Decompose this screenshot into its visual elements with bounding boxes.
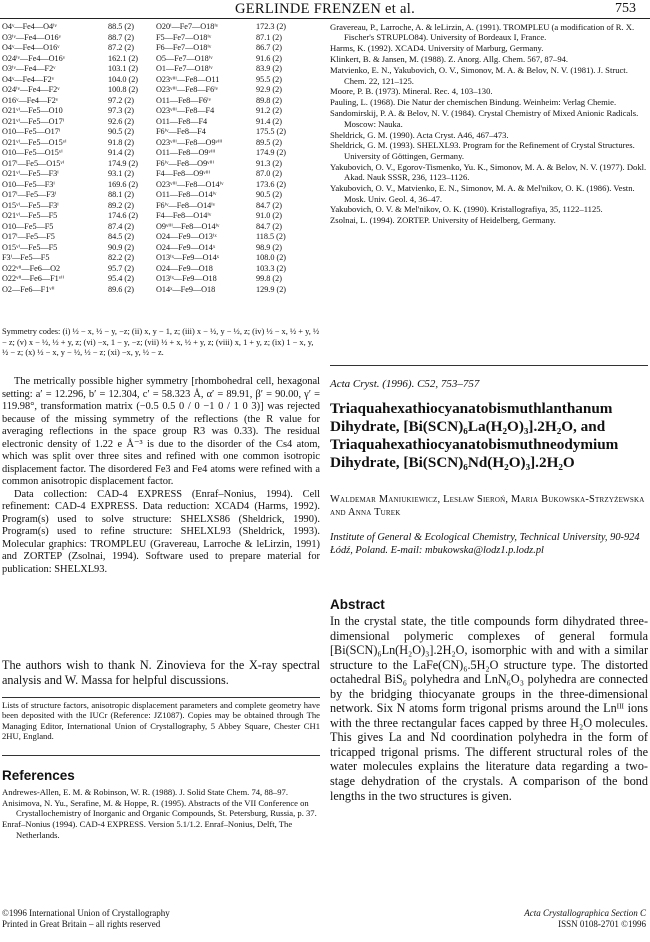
bond-value: 87.4 (2)	[108, 221, 134, 231]
bond-value: 84.7 (2)	[256, 200, 282, 210]
bond-row	[2, 243, 303, 254]
bond-label: O4ᵛ—Fe4—F2ᵛ	[2, 74, 55, 84]
bond-row	[2, 253, 303, 264]
bond-label: O11—Fe8—F6ⁱᵛ	[156, 95, 211, 105]
symmetry-codes: Symmetry codes: (i) ½ − x, ½ − y, −z; (ii) x, y − 1, z; (iii) x − ½, y − ½, z; (iv) ½ − x, ½ + y, ½ − z; (v) x − ½, ½ + y, z; (vi) −x, 1 − y, −z; (vii) ½ + x, ½ + y, z; (viii) x, 1 + y, z; (ix) 1 − x, y, ½ − z; (x) ½ − x, y − ½, ½ − z; (xi) −x, y, ½ − z.	[2, 327, 320, 358]
bond-value: 86.7 (2)	[256, 43, 282, 52]
bond-value: 95.5 (2)	[256, 74, 282, 84]
bond-label: O10—Fe5—F5	[2, 221, 54, 231]
bond-label: O23ᵛⁱⁱⁱ—Fe8—O14ⁱᵛ	[156, 179, 224, 189]
bond-label: O11—Fe8—O14ⁱᵛ	[156, 190, 217, 199]
bond-row	[2, 222, 303, 233]
article-separator	[330, 365, 648, 366]
bond-row	[2, 201, 303, 212]
reference-item: Gravereau, P., Larroche, A. & leLirzin, A. (1991). TROMPLEU (a modification of R. X. Fischer's STRUPLO84). University of Bordeaux I, France.	[330, 22, 635, 43]
bond-label: F5—Fe7—O18ⁱᵛ	[156, 32, 212, 42]
bond-label: O15ᵛⁱ—Fe5—F5	[2, 242, 58, 252]
reference-item: Enraf–Nonius (1994). CAD-4 EXPRESS. Version 5.1/1.2. Enraf–Nonius, Delft, The Netherlands.	[2, 819, 293, 840]
bond-value: 103.1 (2)	[108, 64, 139, 73]
printed-line: Printed in Great Britain – all rights reserved	[2, 919, 161, 930]
journal-name: Acta Crystallographica Section C	[524, 908, 646, 918]
bond-row	[2, 285, 303, 296]
bond-row	[2, 43, 303, 54]
bond-label: O11—Fe8—O9ᵛⁱⁱⁱ	[156, 148, 216, 157]
bond-row	[2, 190, 303, 201]
bond-row	[2, 159, 303, 170]
bond-label: O1—Fe7—O18ⁱᵛ	[156, 64, 213, 73]
reference-item: Andrewes-Allen, E. M. & Robinson, W. R. (1988). J. Solid State Chem. 74, 88–97.	[2, 787, 288, 797]
paragraph-software: Data collection: CAD-4 EXPRESS (Enraf–Nonius, 1994). Cell refinement: CAD-4 EXPRESS. Data reduction: XCAD4 (Harms, 1992). Program(s) used to solve structure: SHELXS86 (Sheldrick, 1990). Program(s) used to refine structure: SHELXL93 (Sheldrick, 1993). Molecular graphics: TROMPLEU (Gravereau, Larroche & leLirzin, 1991) and ZORTEP (Zsolnai, 1994). Software used to prepare material for publication: SHELXL93.	[2, 488, 320, 575]
article-authors: Waldemar Maniukiewicz, Lesław Sieroń, Maria Bukowska-Strzyżewska and Anna Turek	[330, 494, 645, 518]
bond-row	[2, 232, 303, 243]
bond-label: O17ⁱ—Fe5—F5	[2, 232, 55, 241]
bond-value: 95.4 (2)	[108, 274, 134, 283]
bond-label: O13ⁱˣ—Fe9—O18	[156, 274, 217, 283]
bond-value: 173.6 (2)	[256, 179, 287, 189]
article-affiliation: Institute of General & Ecological Chemistry, Technical University, 90-924 Łódź, Poland. E-mail: mbukowska@lodz1.p.lodz.pl	[330, 532, 640, 556]
bond-row	[2, 96, 303, 107]
bond-value: 172.3 (2)	[256, 22, 287, 31]
copyright-line: ©1996 International Union of Crystallography	[2, 908, 170, 918]
deposit-rule	[2, 697, 320, 698]
reference-item: Moore, P. B. (1973). Mineral. Rec. 4, 103–130.	[330, 86, 493, 97]
issn-line: ISSN 0108-2701 ©1996	[558, 919, 646, 930]
reference-item: Yakubovich, O. V., Egorov-Tismenko, Yu. K., Simonov, M. A. & Belov, N. V. (1977). Dokl. Akad. Nauk SSSR, 236, 1123–1126.	[330, 161, 647, 183]
bond-label: O24—Fe9—O14ˣ	[156, 242, 216, 252]
bond-row	[2, 54, 303, 65]
reference-item: Matvienko, E. N., Yakubovich, O. V., Simonov, M. A. & Belov, N. V. (1981). J. Struct. Chem. 22, 121–125.	[330, 65, 628, 86]
bond-value: 92.9 (2)	[256, 85, 282, 94]
bond-value: 97.3 (2)	[108, 106, 134, 115]
reference-item: Zsolnai, L. (1994). ZORTEP. University of Heidelberg, Germany.	[330, 215, 556, 226]
reference-item: Sheldrick, G. M. (1990). Acta Cryst. A46, 467–473.	[330, 129, 509, 140]
bond-value: 83.9 (2)	[256, 64, 282, 73]
bond-value: 98.9 (2)	[256, 242, 282, 252]
bond-label: O20ⁱ—Fe7—O18ⁱᵛ	[156, 22, 219, 31]
bond-label: O17ⁱ—Fe5—F3ⁱ	[2, 190, 57, 199]
experimental-text	[2, 376, 320, 576]
bond-value: 88.5 (2)	[108, 22, 134, 31]
reference-item: Yakubovich, O. V., Matvienko, E. N., Simonov, M. A. & Mel'nikov, O. K. (1986). Vestn. Mosk. Univ. Geol. 4, 36–47.	[330, 183, 635, 204]
bond-label: O17ⁱ—Fe5—O15ᵛⁱ	[2, 158, 65, 168]
bond-row	[2, 75, 303, 86]
bond-label: O23ᵛⁱⁱⁱ—Fe8—F4	[156, 106, 215, 115]
bond-value: 91.0 (2)	[256, 211, 282, 220]
bond-label: O22ᵛⁱⁱ—Fe6—O2	[2, 263, 61, 273]
bond-label: O4ᵛ—Fe4—O4ⁱᵛ	[2, 22, 57, 31]
bond-value: 91.3 (2)	[256, 158, 282, 168]
bond-row	[2, 106, 303, 117]
bond-value: 89.5 (2)	[256, 137, 282, 147]
bond-row	[2, 33, 303, 44]
bond-label: O21ᵛⁱ—Fe5—F3ⁱ	[2, 169, 59, 178]
reference-item: Yakubovich, O. V. & Mel'nikov, O. K. (1990). Kristallografiya, 35, 1122–1125.	[330, 204, 603, 215]
abstract-text: In the crystal state, the title compounds form dihydrated three-dimensional polymeric complexes of general formula [Bi(SCN)₆Ln(H₂O)₃].2H₂O, isomorphic with and with a similar structure to the LaFe(CN)₆.5H₂O structure type. The distorted octahedral BiS₆ polyhedra and LnN₆O₃ polyhedra are connected by the bridging thiocyanate groups in the three-dimensional network. Six N atoms form trigonal prisms around the Lnᴵᴵᴵ ions with the three rectangular faces capped by three H₂O molecules. This gives La and Nd coordination polyhedra in the form of tricapped trigonal prisms. The different structural roles of the water molecules explains the literature data regarding a two-stage dehydration of the crystals. A comparison of the bond lengths in the two structures is given.	[330, 614, 648, 803]
bond-value: 91.4 (2)	[108, 148, 134, 157]
bond-value: 104.0 (2)	[108, 74, 139, 84]
references-left	[2, 787, 320, 841]
paragraph-symmetry: The metrically possible higher symmetry [rhombohedral cell, hexagonal setting: a′ = 12.296, b′ = 12.304, c′ = 58.323 Å, α′ = 89.91, β′ = 90.00, γ′ = 119.98°, transformation matrix (−0.5 0.5 0 / 0 −1 0 / 1 0 3)] was rejected because of the missing symmetry of the reflections (the R value for averaging reflections in the space group R3 was 0.33). The residual electronic density of 1.22 e Å⁻³ is due to the disorder of the Cs4 atom, which was split over three sites and refined with one common isotropic displacement factor. The disordered Fe3 and Fe4 atoms were refined with a common anisotropic displacement factor.	[2, 376, 320, 487]
citation-text: Acta Cryst. (1996). C52, 753–757	[330, 378, 480, 390]
references-heading: References	[2, 768, 75, 783]
bond-value: 88.7 (2)	[108, 32, 134, 42]
bond-value: 89.8 (2)	[256, 95, 282, 105]
bond-value: 87.1 (2)	[256, 32, 282, 42]
bond-value: 162.1 (2)	[108, 53, 139, 63]
bond-label: O5—Fe7—O18ⁱᵛ	[156, 53, 213, 63]
bond-label: O10—Fe5—O15ᵛⁱ	[2, 148, 63, 157]
bond-label: F4—Fe8—O14ⁱᵛ	[156, 211, 212, 220]
bond-label: O23ᵛⁱⁱⁱ—Fe8—O11	[156, 74, 220, 84]
bond-label: F6—Fe7—O18ⁱᵛ	[156, 43, 212, 52]
bond-angle-table	[2, 22, 303, 295]
article-title: Triaquahexathiocyanatobismuthlanthanum Dihydrate, [Bi(SCN)₆La(H₂O)₃].2H₂O, and Triaquahexathiocyanatobismuthneodymium Dihydrate, [Bi(SCN)₆Nd(H₂O)₃].2H₂O	[330, 400, 619, 471]
bond-label: F6ⁱᵛ—Fe8—O14ⁱᵛ	[156, 200, 216, 210]
bond-value: 100.8 (2)	[108, 85, 139, 94]
bond-label: O14ˣ—Fe9—O18	[156, 284, 216, 294]
bond-label: O15ᵛⁱ—Fe5—F3ⁱ	[2, 200, 59, 210]
bond-value: 87.2 (2)	[108, 43, 134, 52]
copyright-footer	[2, 908, 320, 931]
bond-label: O21ᵛⁱ—Fe5—O15ᵛⁱ	[2, 137, 67, 147]
bond-value: 91.4 (2)	[256, 116, 282, 126]
running-title: GERLINDE FRENZEN et al.	[234, 1, 416, 17]
journal-footer	[330, 908, 646, 931]
acknowledgement: The authors wish to thank N. Zinovieva for the X-ray spectral analysis and W. Massa for helpful discussions.	[2, 658, 320, 687]
bond-label: O13ⁱˣ—Fe9—O14ˣ	[156, 253, 220, 262]
bond-label: O21ᵛⁱ—Fe5—F5	[2, 211, 58, 220]
bond-row	[2, 169, 303, 180]
bond-value: 84.5 (2)	[108, 232, 134, 241]
reference-item: Klinkert, B. & Jansen, M. (1988). Z. Anorg. Allg. Chem. 567, 87–94.	[330, 54, 569, 65]
bond-row	[2, 64, 303, 75]
bond-label: O10—Fe5—O17ⁱ	[2, 127, 61, 136]
bond-row	[2, 138, 303, 149]
bond-row	[2, 264, 303, 275]
bond-value: 90.5 (2)	[256, 190, 282, 199]
reference-item: Harms, K. (1992). XCAD4. University of Marburg, Germany.	[330, 43, 544, 54]
bond-value: 174.6 (2)	[108, 211, 139, 220]
bond-label: O24ⁱᵛ—Fe4—O16ᵛ	[2, 53, 66, 63]
bond-label: F3ⁱ—Fe5—F5	[2, 253, 50, 262]
bond-table	[2, 22, 303, 295]
bond-value: 91.6 (2)	[256, 53, 282, 63]
bond-value: 91.2 (2)	[256, 106, 282, 115]
bond-value: 97.2 (2)	[108, 95, 134, 105]
references-right	[330, 22, 648, 226]
bond-label: O24—Fe9—O18	[156, 263, 213, 273]
bond-label: O22ᵛⁱⁱ—Fe6—F1ᵛⁱⁱ	[2, 274, 65, 283]
reference-item: Anisimova, N. Yu., Serafine, M. & Hoppe, R. (1995). Abstracts of the VII Conference on Crystallochemistry of Inorganic and Organic Compounds, St. Petersburg, Russia, p. 37.	[2, 797, 317, 819]
bond-label: F6ⁱᵛ—Fe8—O9ᵛⁱⁱⁱ	[156, 158, 214, 168]
bond-value: 82.2 (2)	[108, 253, 134, 262]
bond-value: 99.8 (2)	[256, 274, 282, 283]
bond-value: 88.1 (2)	[108, 190, 134, 199]
bond-label: O9ᵛⁱⁱⁱ—Fe8—O14ⁱᵛ	[156, 221, 220, 231]
bond-value: 175.5 (2)	[256, 127, 287, 136]
bond-row	[2, 211, 303, 222]
bond-label: O24ⁱᵛ—Fe4—F2ᵛ	[2, 85, 60, 94]
deposit-rule-bottom	[2, 755, 320, 756]
bond-label: O24—Fe9—O13ⁱˣ	[156, 232, 217, 241]
bond-value: 90.5 (2)	[108, 127, 134, 136]
bond-value: 108.0 (2)	[256, 253, 287, 262]
bond-label: O23ᵛⁱⁱⁱ—Fe8—O9ᵛⁱⁱⁱ	[156, 137, 223, 147]
bond-value: 95.7 (2)	[108, 263, 134, 273]
bond-row	[2, 85, 303, 96]
bond-value: 174.9 (2)	[256, 148, 287, 157]
header-rule	[0, 18, 650, 19]
bond-value: 103.3 (2)	[256, 263, 287, 273]
bond-label: O4ᵛ—Fe4—O16ᵛ	[2, 43, 60, 52]
abstract-heading: Abstract	[330, 597, 385, 612]
bond-row	[2, 117, 303, 128]
bond-value: 169.6 (2)	[108, 179, 139, 189]
bond-row	[2, 180, 303, 191]
bond-row	[2, 148, 303, 159]
bond-value: 87.0 (2)	[256, 169, 282, 178]
bond-row	[2, 127, 303, 138]
bond-value: 129.9 (2)	[256, 284, 287, 294]
bond-value: 174.9 (2)	[108, 158, 139, 168]
deposit-note: Lists of structure factors, anisotropic displacement parameters and complete geometry have been deposited with the IUCr (Reference: JZ1087). Copies may be obtained through The Managing Editor, International Union of Crystallography, 5 Abbey Square, Chester CH1 2HU, England.	[2, 700, 320, 742]
bond-label: F4—Fe8—O9ᵛⁱⁱⁱ	[156, 169, 211, 178]
bond-row	[2, 274, 303, 285]
article-citation	[330, 378, 479, 390]
bond-value: 90.9 (2)	[108, 242, 134, 252]
bond-label: O23ᵛⁱⁱⁱ—Fe8—F6ⁱᵛ	[156, 85, 219, 94]
bond-label: O2—Fe6—F1ᵛⁱⁱ	[2, 284, 55, 294]
bond-label: O11—Fe8—F4	[156, 116, 208, 126]
bond-row	[2, 22, 303, 33]
bond-label: O10—Fe5—F3ⁱ	[2, 179, 55, 189]
reference-item: Sheldrick, G. M. (1993). SHELXL93. Program for the Refinement of Crystal Structures. University of Göttingen, Germany.	[330, 140, 635, 161]
bond-value: 118.5 (2)	[256, 232, 286, 241]
reference-item: Pauling, L. (1968). Die Natur der chemischen Bindung. Weinheim: Verlag Chemie.	[330, 97, 617, 108]
bond-label: O3ⁱᵛ—Fe4—O16ᵛ	[2, 32, 62, 42]
bond-label: O21ᵛⁱ—Fe5—O10	[2, 106, 63, 115]
page-number: 753	[615, 1, 636, 16]
bond-value: 91.8 (2)	[108, 137, 134, 147]
bond-value: 92.6 (2)	[108, 116, 134, 126]
bond-value: 89.2 (2)	[108, 200, 134, 210]
bond-value: 84.7 (2)	[256, 221, 282, 231]
bond-label: F6ⁱᵛ—Fe8—F4	[156, 127, 206, 136]
reference-item: Sandomirskij, P. A. & Belov, N. V. (1984). Crystal Chemistry of Mixed Anionic Radicals. Moscow: Nauka.	[330, 108, 639, 129]
bond-label: O21ᵛⁱ—Fe5—O17ⁱ	[2, 116, 65, 126]
bond-label: O3ⁱᵛ—Fe4—F2ᵛ	[2, 64, 56, 73]
bond-value: 93.1 (2)	[108, 169, 134, 178]
bond-value: 89.6 (2)	[108, 284, 134, 294]
bond-label: O16ᵛ—Fe4—F2ᵛ	[2, 95, 59, 105]
